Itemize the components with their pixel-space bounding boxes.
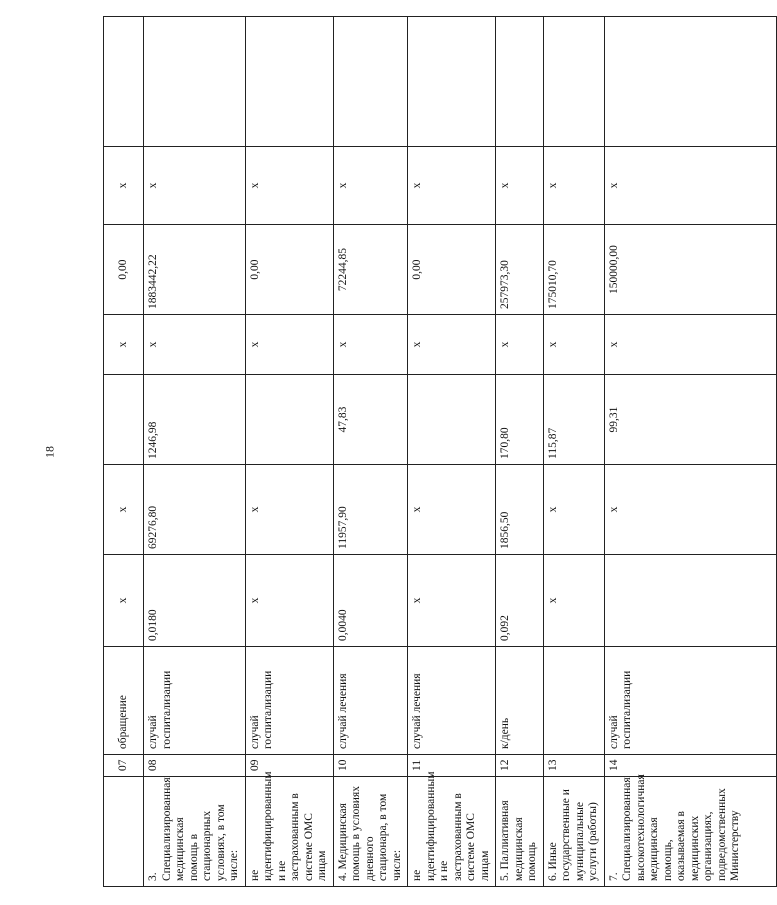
row-norm-cell: х xyxy=(104,555,144,647)
row-unit-cell: случай госпитализации xyxy=(245,647,333,755)
row-value2-cell: 170,80 xyxy=(496,375,544,465)
row-name-cell: 3. Специализированная медицинская помощь в стационарных условиях, в том числе: xyxy=(144,777,246,887)
rotated-table-container xyxy=(103,17,741,887)
row-name-cell: 5. Паллиативная медицинская помощь xyxy=(496,777,544,887)
page-number: 18 xyxy=(42,446,57,458)
row-unit-cell: случай лечения xyxy=(408,647,496,755)
row-last-cell xyxy=(144,17,246,147)
row-unit-cell: к/день xyxy=(496,647,544,755)
row-norm-cell: 0,092 xyxy=(496,555,544,647)
table-row xyxy=(496,17,544,887)
row-last-cell xyxy=(245,17,333,147)
row-code-cell: 13 xyxy=(543,755,604,777)
row-amount-cell: 175010,70 xyxy=(543,225,604,315)
row-x1-cell: х xyxy=(333,315,408,375)
row-x2-cell: х xyxy=(604,147,776,225)
row-amount-cell: 0,00 xyxy=(104,225,144,315)
row-x2-cell: х xyxy=(333,147,408,225)
row-value-cell: х xyxy=(408,465,496,555)
table-row xyxy=(604,17,776,887)
row-unit-cell: случай госпитализации xyxy=(604,647,776,755)
row-last-cell xyxy=(333,17,408,147)
row-unit-cell: обращение xyxy=(104,647,144,755)
row-value-cell: 69276,80 xyxy=(144,465,246,555)
row-amount-cell: 0,00 xyxy=(408,225,496,315)
row-x1-cell: х xyxy=(144,315,246,375)
row-name-cell: 4. Медицинская помощь в условиях дневного стационара, в том числе: xyxy=(333,777,408,887)
row-amount-cell: 0,00 xyxy=(245,225,333,315)
row-x2-cell: х xyxy=(104,147,144,225)
row-last-cell xyxy=(604,17,776,147)
row-x2-cell: х xyxy=(245,147,333,225)
row-value-cell: х xyxy=(245,465,333,555)
row-value2-cell xyxy=(104,375,144,465)
row-x2-cell: х xyxy=(144,147,246,225)
table-row xyxy=(543,17,604,887)
row-x1-cell: х xyxy=(543,315,604,375)
row-value2-cell xyxy=(408,375,496,465)
row-name-cell xyxy=(104,777,144,887)
row-norm-cell: 0,0180 xyxy=(144,555,246,647)
row-value-cell: 1856,50 xyxy=(496,465,544,555)
table-row xyxy=(408,17,496,887)
row-code-cell: 08 xyxy=(144,755,246,777)
row-unit-cell: случай лечения xyxy=(333,647,408,755)
row-value2-cell xyxy=(245,375,333,465)
row-code-cell: 12 xyxy=(496,755,544,777)
row-norm-cell: х xyxy=(543,555,604,647)
row-unit-cell: случай госпитализации xyxy=(144,647,246,755)
row-norm-cell: 0,0040 xyxy=(333,555,408,647)
row-amount-cell: 150000,00 xyxy=(604,225,776,315)
financing-table xyxy=(103,16,777,887)
row-x2-cell: х xyxy=(543,147,604,225)
row-last-cell xyxy=(543,17,604,147)
row-code-cell: 07 xyxy=(104,755,144,777)
row-x1-cell: х xyxy=(496,315,544,375)
row-amount-cell: 72244,85 xyxy=(333,225,408,315)
row-x1-cell: х xyxy=(604,315,776,375)
row-amount-cell: 257973,30 xyxy=(496,225,544,315)
row-norm-cell xyxy=(604,555,776,647)
row-value2-cell: 99,31 xyxy=(604,375,776,465)
row-norm-cell: х xyxy=(408,555,496,647)
row-last-cell xyxy=(104,17,144,147)
table-row xyxy=(144,17,246,887)
table-row xyxy=(333,17,408,887)
row-code-cell: 11 xyxy=(408,755,496,777)
row-name-cell: не идентифицированным и не застрахованным в системе ОМС лицам xyxy=(245,777,333,887)
row-norm-cell: х xyxy=(245,555,333,647)
row-x1-cell: х xyxy=(104,315,144,375)
row-value-cell: х xyxy=(604,465,776,555)
row-code-cell: 10 xyxy=(333,755,408,777)
row-name-cell: 6. Иные государственные и муниципальные услуги (работы) xyxy=(543,777,604,887)
row-x2-cell: х xyxy=(496,147,544,225)
row-value-cell: х xyxy=(543,465,604,555)
row-value2-cell: 115,87 xyxy=(543,375,604,465)
row-last-cell xyxy=(408,17,496,147)
row-value-cell: 11957,90 xyxy=(333,465,408,555)
table-row xyxy=(245,17,333,887)
row-x1-cell: х xyxy=(408,315,496,375)
row-code-cell: 14 xyxy=(604,755,776,777)
row-value-cell: х xyxy=(104,465,144,555)
table-row-07 xyxy=(104,17,144,887)
row-x1-cell: х xyxy=(245,315,333,375)
row-name-cell: не идентифицированным и не застрахованным в системе ОМС лицам xyxy=(408,777,496,887)
row-last-cell xyxy=(496,17,544,147)
row-x2-cell: х xyxy=(408,147,496,225)
row-code-cell: 09 xyxy=(245,755,333,777)
row-value2-cell: 1246,98 xyxy=(144,375,246,465)
row-amount-cell: 1883442,22 xyxy=(144,225,246,315)
row-value2-cell: 47,83 xyxy=(333,375,408,465)
row-name-cell: 7. Специализированная высокотехнологичная медицинская помощь, оказываемая в медицинских организациях, подведомственных Министерству xyxy=(604,777,776,887)
row-unit-cell xyxy=(543,647,604,755)
